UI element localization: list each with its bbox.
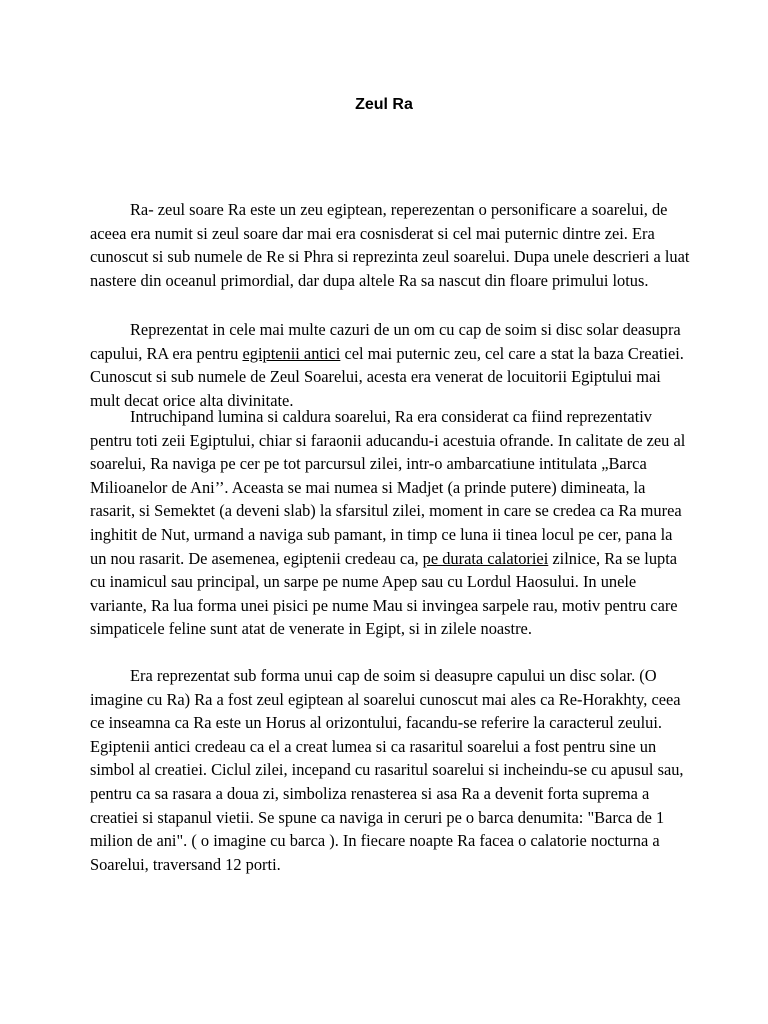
- link-pe-durata-calatoriei[interactable]: pe durata calatoriei: [422, 548, 549, 568]
- paragraph-intro: Ra- zeul soare Ra este un zeu egiptean, reperezentan o personificare a soarelui, de aceea era numit si zeul soare dar mai era cosnisderat si cel mai puternic dintre zei. Era cunoscut si sub numele de Re si Phra si reprezinta zeul soarelui. Dupa unele descrieri a luat nastere din oceanul primordial, dar dupa altele Ra sa nascut din floare primului lotus.: [90, 200, 690, 290]
- paragraph-text: cel mai puternic zeu, cel care a stat la baza Creatiei. Cunoscut si sub numele de Zeul Soarelui, acesta era venerat de locuitorii Egiptului mai mult decat orice alta divinitate.: [90, 343, 684, 410]
- paragraph-depiction: [90, 318, 690, 412]
- paragraph-text: Reprezentat in cele mai multe cazuri de un om cu cap de soim si disc solar deasupra capului, RA era pentru: [90, 320, 681, 363]
- paragraph-horakhty: Era reprezentat sub forma unui cap de soim si deasupre capului un disc solar. (O imagine cu Ra) Ra a fost zeul egiptean al soarelui cunoscut mai ales ca Re-Horakhty, ceea ce inseamna ca Ra este un Horus al orizontului, facandu-se referire la caracterul zeului. Egiptenii antici credeau ca el a creat lumea si ca rasaritul soarelui a fost pentru sine un simbol al creatiei. Ciclul zilei, incepand cu rasaritul soarelui si incheindu-se cu apusul sau, pentru ca sa rasara a doua zi, simboliza renasterea si asa Ra a devenit forta suprema a creatiei si stapanul vietii. Se spune ca naviga in ceruri pe o barca denumita: "Barca de 1 milion de ani". ( o imagine cu barca ). In fiecare noapte Ra facea o calatorie nocturna a Soarelui, traversand 12 porti.: [90, 666, 684, 874]
- paragraph-journey: [90, 405, 690, 641]
- paragraph-text: Intruchipand lumina si caldura soarelui, Ra era considerat ca fiind reprezentativ pentru toti zeii Egiptului, chiar si faraonii aducandu-i acestuia ofrande. In calitate de zeu al soarelui, Ra naviga pe cer pe tot parcursul zilei, intr-o ambarcatiune intitulata „Barca Milioanelor de Ani’’. Aceasta se mai numea si Madjet (a prinde putere) dimineata, la rasarit, si Semektet (a deveni slab) la sfarsitul zilei, moment in care se credea ca Ra murea inghitit de Nut, urmand a naviga sub pamant, in timp ce luna ii tinea locul pe cer, pana la un nou rasarit. De asemenea, egiptenii credeau ca,: [90, 407, 686, 568]
- document-title: Zeul Ra: [355, 96, 413, 113]
- link-egiptenii-antici[interactable]: egiptenii antici: [242, 343, 341, 363]
- paragraph-text: zilnice, Ra se lupta cu inamicul sau principal, un sarpe pe nume Apep sau cu Lordul Haosului. In unele variante, Ra lua forma unei pisici pe nume Mau si invingea sarpele rau, motiv pentru care simpaticele feline sunt atat de venerate in Egipt, si in zilele noastre.: [90, 548, 678, 639]
